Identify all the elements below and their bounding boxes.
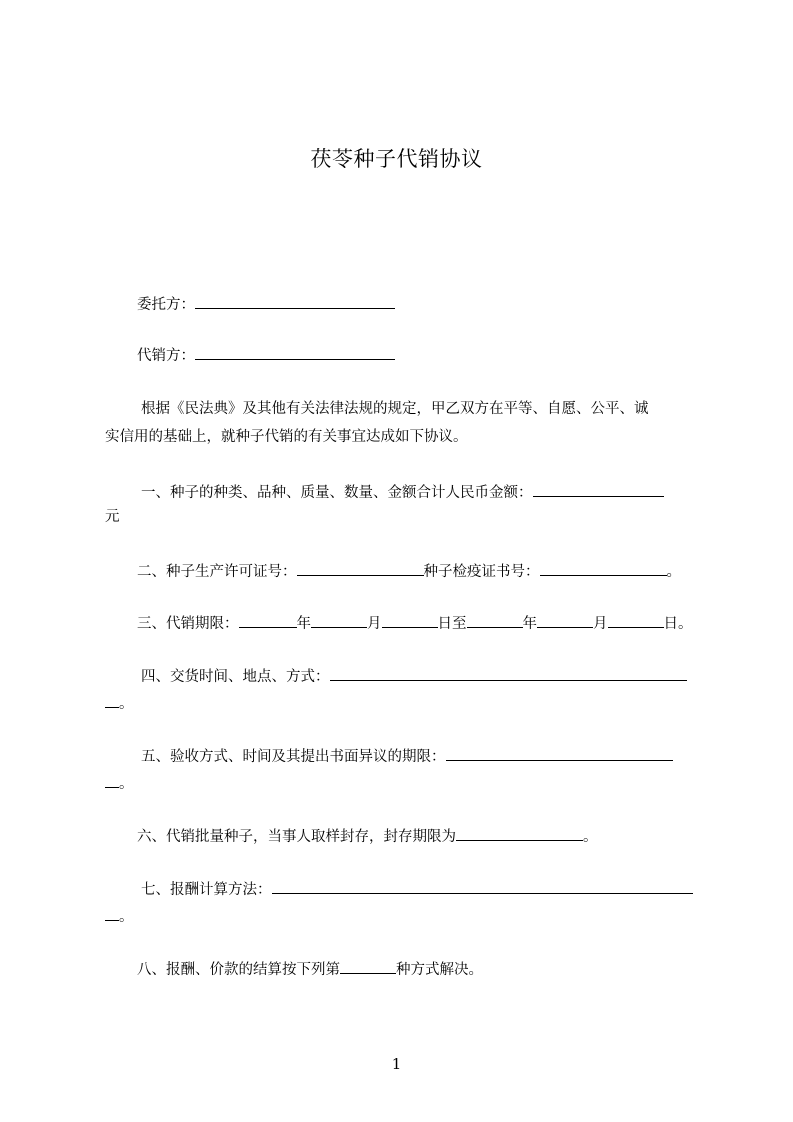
start-day-blank (382, 612, 438, 628)
intro-line-2: 实信用的基础上，就种子代销的有关事宜达成如下协议。 (105, 429, 468, 445)
month-label: 月 (593, 616, 608, 632)
clause-8-text-a: 八、报酬、价款的结算按下列第 (137, 962, 340, 978)
production-license-blank (297, 560, 424, 576)
clause-6-text: 六、代销批量种子，当事人取样封存，封存期限为 (137, 829, 456, 845)
end-day-blank (608, 612, 664, 628)
clause-4-text: 四、交货时间、地点、方式： (141, 669, 330, 685)
clause-2 (137, 560, 681, 582)
clause-8-text-b: 种方式解决。 (396, 962, 483, 978)
remuneration-blank-cont (105, 905, 119, 921)
clause-7-text: 七、报酬计算方法： (141, 882, 272, 898)
principal-blank (195, 293, 395, 309)
agent-label: 代销方： (137, 348, 195, 364)
clause-2-text-a: 二、种子生产许可证号： (137, 564, 297, 580)
clause-5-cont (105, 772, 134, 794)
clause-4 (141, 665, 687, 687)
clause-5-end: 。 (119, 776, 134, 792)
remuneration-blank (272, 878, 693, 894)
clause-3 (137, 612, 693, 634)
agent-blank (195, 344, 395, 360)
clause-3-label: 三、代销期限： (137, 616, 239, 632)
month-label: 月 (367, 616, 382, 632)
clause-1-amount-blank (533, 481, 664, 497)
end-year-blank (467, 612, 523, 628)
clause-4-cont (105, 692, 134, 714)
clause-1-unit: 元 (105, 509, 120, 525)
delivery-blank-cont (105, 692, 119, 708)
start-month-blank (311, 612, 367, 628)
delivery-blank (330, 665, 687, 681)
principal-line (137, 293, 395, 315)
document-title: 茯苓种子代销协议 (310, 147, 483, 171)
principal-label: 委托方： (137, 297, 195, 313)
clause-5-text: 五、验收方式、时间及其提出书面异议的期限： (141, 749, 446, 765)
clause-8 (137, 958, 483, 980)
clause-1-text: 一、种子的种类、品种、质量、数量、金额合计人民币金额： (141, 485, 533, 501)
acceptance-blank (446, 745, 673, 761)
day-end-label: 日。 (663, 616, 693, 632)
start-year-blank (239, 612, 297, 628)
clause-6-end: 。 (583, 829, 598, 845)
clause-6 (137, 825, 598, 847)
clause-7 (141, 878, 693, 900)
sealing-period-blank (456, 825, 583, 841)
year-label: 年 (522, 616, 537, 632)
agent-line (137, 344, 395, 366)
day-to-label: 日至 (437, 616, 467, 632)
page-number: 1 (391, 1055, 402, 1073)
clause-5 (141, 745, 673, 767)
year-label: 年 (296, 616, 311, 632)
clause-4-end: 。 (119, 696, 134, 712)
clause-1 (141, 481, 664, 503)
clause-7-end: 。 (119, 909, 134, 925)
settlement-method-blank (340, 958, 396, 974)
intro-line-1: 根据《民法典》及其他有关法律法规的规定，甲乙双方在平等、自愿、公平、诚 (141, 401, 649, 417)
clause-2-end: 。 (666, 564, 681, 580)
end-month-blank (537, 612, 593, 628)
clause-2-text-b: 种子检疫证书号： (423, 564, 540, 580)
acceptance-blank-cont (105, 772, 119, 788)
quarantine-certificate-blank (540, 560, 667, 576)
clause-7-cont (105, 905, 134, 927)
